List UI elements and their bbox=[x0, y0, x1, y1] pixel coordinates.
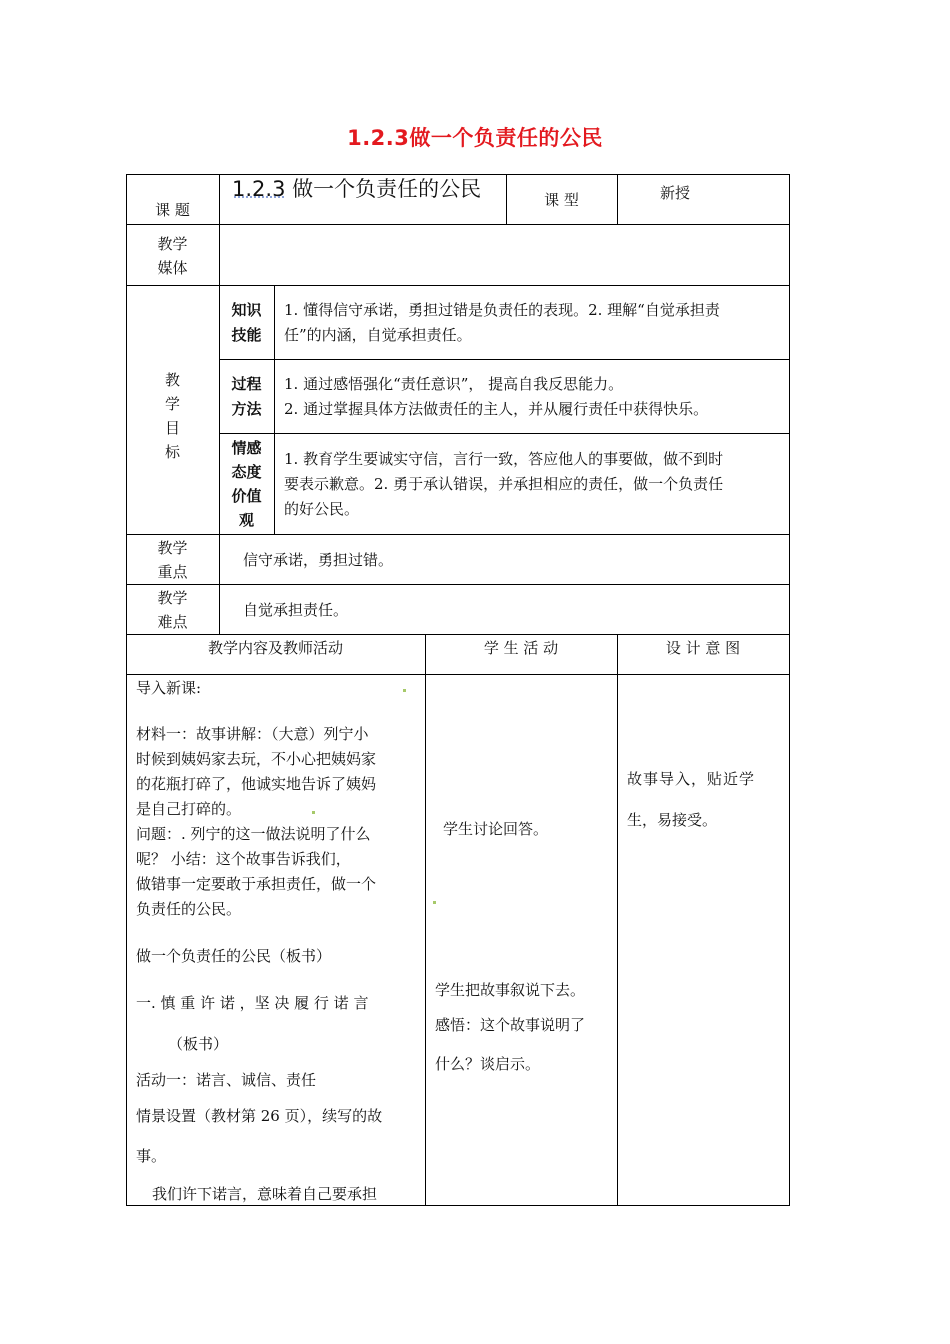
teacher-line: 我们许下诺言，意味着自己要承担 bbox=[152, 1185, 378, 1203]
teacher-line: 材料一：故事讲解：（大意）列宁小 bbox=[136, 725, 369, 743]
knowledge-line-1: 1. 懂得信守承诺，勇担过错是负责任的表现。2. 理解“自觉承担责 bbox=[284, 301, 720, 319]
student-line: 学生讨论回答。 bbox=[443, 820, 549, 838]
teacher-line: 呢？ 小结：这个故事告诉我们， bbox=[136, 850, 351, 868]
teacher-line: 问题：. 列宁的这一做法说明了什么 bbox=[136, 825, 371, 843]
teacher-line: 导入新课: bbox=[136, 679, 202, 697]
difficulty-label-2: 难点 bbox=[157, 613, 188, 631]
emotion-label-1: 情感 bbox=[231, 439, 262, 457]
spellcheck-underline bbox=[234, 196, 284, 198]
lesson-type-value: 新授 bbox=[660, 184, 691, 202]
knowledge-label-1: 知识 bbox=[231, 301, 262, 319]
process-line-2: 2. 通过掌握具体方法做责任的主人，并从履行责任中获得快乐。 bbox=[284, 400, 709, 418]
key-point-value: 信守承诺，勇担过错。 bbox=[243, 551, 394, 569]
difficulty-value: 自觉承担责任。 bbox=[243, 601, 349, 619]
design-line: 生，易接受。 bbox=[627, 811, 718, 829]
emotion-label-4: 观 bbox=[238, 511, 254, 529]
document-title: 1.2.3做一个负责任的公民 bbox=[347, 126, 603, 150]
student-line: 什么？谈启示。 bbox=[435, 1055, 541, 1073]
stray-mark bbox=[433, 901, 436, 904]
key-point-label-1: 教学 bbox=[157, 539, 188, 557]
teacher-line: 活动一：诺言、诚信、责任 bbox=[136, 1071, 317, 1089]
teacher-line: 做一个负责任的公民（板书） bbox=[136, 947, 332, 965]
stray-mark bbox=[403, 689, 406, 692]
teacher-line: 情景设置（教材第 26 页），续写的故 bbox=[136, 1107, 383, 1125]
knowledge-label-2: 技能 bbox=[231, 326, 262, 344]
objectives-label-3: 目 bbox=[164, 419, 180, 437]
teacher-line: 的花瓶打碎了，他诚实地告诉了姨妈 bbox=[136, 775, 377, 793]
teacher-line: 负责任的公民。 bbox=[136, 900, 242, 918]
topic-label: 课 题 bbox=[155, 201, 190, 219]
lesson-type-label: 课 型 bbox=[544, 191, 579, 209]
key-point-label-2: 重点 bbox=[157, 563, 188, 581]
topic-value: 1.2.3 做一个负责任的公民 bbox=[232, 177, 482, 201]
emotion-line-3: 的好公民。 bbox=[284, 500, 360, 518]
knowledge-line-2: 任”的内涵，自觉承担责任。 bbox=[284, 326, 472, 344]
emotion-line-2: 要表示歉意。2. 勇于承认错误，并承担相应的责任，做一个负责任 bbox=[284, 475, 724, 493]
design-line: 故事导入，贴近学 bbox=[627, 770, 756, 788]
emotion-label-2: 态度 bbox=[231, 463, 262, 481]
process-label-1: 过程 bbox=[231, 375, 262, 393]
emotion-line-1: 1. 教育学生要诚实守信，言行一致，答应他人的事要做，做不到时 bbox=[284, 450, 724, 468]
process-label-2: 方法 bbox=[231, 400, 262, 418]
header-design-intent: 设 计 意 图 bbox=[665, 639, 741, 657]
teacher-line: 一. 慎 重 许 诺 ，坚 决 履 行 诺 言 bbox=[136, 994, 369, 1012]
stray-mark bbox=[312, 811, 315, 814]
header-teacher-activity: 教学内容及教师活动 bbox=[207, 639, 343, 657]
teacher-line: 做错事一定要敢于承担责任，做一个 bbox=[136, 875, 377, 893]
media-label-2: 媒体 bbox=[157, 259, 188, 277]
student-line: 学生把故事叙说下去。 bbox=[435, 981, 586, 999]
difficulty-label-1: 教学 bbox=[157, 589, 188, 607]
objectives-label-1: 教 bbox=[164, 371, 180, 389]
header-student-activity: 学 生 活 动 bbox=[483, 639, 559, 657]
objectives-label-2: 学 bbox=[164, 395, 180, 413]
objectives-label-4: 标 bbox=[164, 443, 180, 461]
teacher-line: （板书） bbox=[168, 1035, 229, 1053]
media-label-1: 教学 bbox=[157, 235, 188, 253]
teacher-line: 是自己打碎的。 bbox=[136, 800, 242, 818]
process-line-1: 1. 通过感悟强化“责任意识”， 提高自我反思能力。 bbox=[284, 375, 624, 393]
student-line: 感悟：这个故事说明了 bbox=[435, 1016, 586, 1034]
teacher-line: 事。 bbox=[136, 1147, 167, 1165]
emotion-label-3: 价值 bbox=[231, 487, 262, 505]
teacher-line: 时候到姨妈家去玩，不小心把姨妈家 bbox=[136, 750, 377, 768]
